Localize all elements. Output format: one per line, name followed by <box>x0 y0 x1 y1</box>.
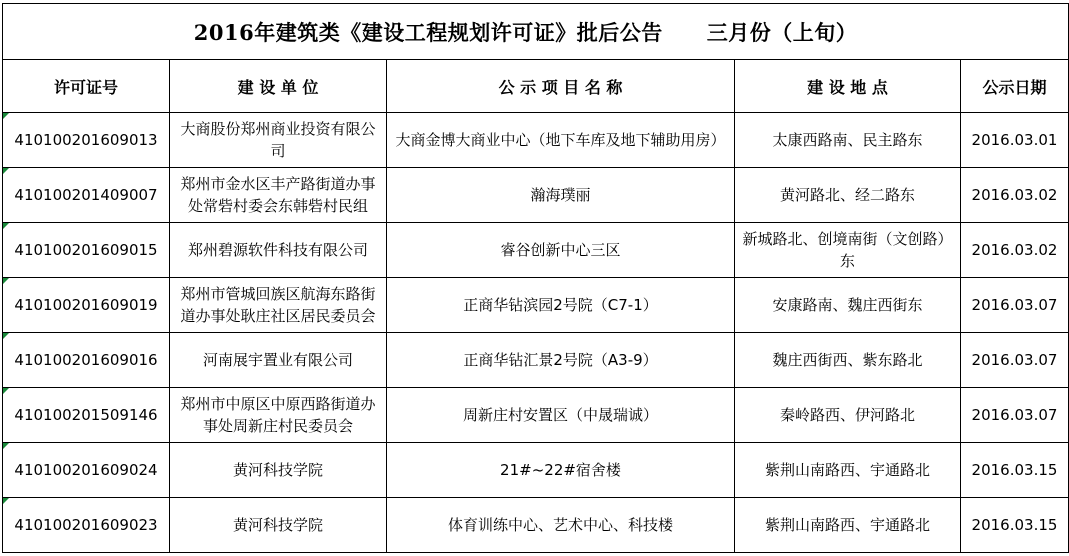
cell-date: 2016.03.01 <box>961 113 1069 168</box>
cell-unit: 黄河科技学院 <box>170 498 387 553</box>
title-row <box>3 4 1069 60</box>
header-construction-unit: 建 设 单 位 <box>170 60 387 113</box>
cell-unit: 郑州市管城回族区航海东路街道办事处耿庄社区居民委员会 <box>170 278 387 333</box>
cell-unit: 郑州市金水区丰产路街道办事处常砦村委会东韩砦村民组 <box>170 168 387 223</box>
cell-marker <box>3 333 9 339</box>
cell-project: 瀚海璞丽 <box>387 168 735 223</box>
cell-marker <box>3 223 9 229</box>
cell-project: 睿谷创新中心三区 <box>387 223 735 278</box>
table-row <box>3 113 1069 168</box>
cell-permit: 410100201409007 <box>3 168 170 223</box>
cell-marker <box>3 443 9 449</box>
cell-date: 2016.03.02 <box>961 168 1069 223</box>
table-row <box>3 333 1069 388</box>
cell-permit: 410100201609016 <box>3 333 170 388</box>
cell-location: 太康西路南、民主路东 <box>735 113 961 168</box>
header-permit-number: 许可证号 <box>3 60 170 113</box>
cell-permit: 410100201609023 <box>3 498 170 553</box>
table-row <box>3 278 1069 333</box>
cell-date: 2016.03.07 <box>961 388 1069 443</box>
cell-project: 正商华钻滨园2号院（C7-1） <box>387 278 735 333</box>
cell-date: 2016.03.02 <box>961 223 1069 278</box>
cell-location: 秦岭路西、伊河路北 <box>735 388 961 443</box>
cell-permit: 410100201609015 <box>3 223 170 278</box>
cell-marker <box>3 278 9 284</box>
cell-unit: 黄河科技学院 <box>170 443 387 498</box>
cell-marker <box>3 498 9 504</box>
header-row <box>3 60 1069 113</box>
cell-project: 21#~22#宿舍楼 <box>387 443 735 498</box>
table-row <box>3 168 1069 223</box>
cell-date: 2016.03.07 <box>961 278 1069 333</box>
title-period: 三月份（上旬） <box>706 19 858 45</box>
cell-project: 大商金博大商业中心（地下车库及地下辅助用房） <box>387 113 735 168</box>
table-row <box>3 388 1069 443</box>
cell-project: 正商华钻汇景2号院（A3-9） <box>387 333 735 388</box>
table-row <box>3 223 1069 278</box>
cell-permit: 410100201609013 <box>3 113 170 168</box>
cell-project: 体育训练中心、艺术中心、科技楼 <box>387 498 735 553</box>
cell-location: 黄河路北、经二路东 <box>735 168 961 223</box>
title-main: 2016年建筑类《建设工程规划许可证》批后公告 <box>193 19 663 45</box>
header-location: 建 设 地 点 <box>735 60 961 113</box>
cell-permit: 410100201609019 <box>3 278 170 333</box>
table-row <box>3 443 1069 498</box>
announcement-table <box>2 3 1069 553</box>
cell-permit: 410100201609024 <box>3 443 170 498</box>
cell-unit: 郑州碧源软件科技有限公司 <box>170 223 387 278</box>
cell-date: 2016.03.07 <box>961 333 1069 388</box>
cell-marker <box>3 113 9 119</box>
cell-location: 安康路南、魏庄西街东 <box>735 278 961 333</box>
table-row <box>3 498 1069 553</box>
cell-location: 紫荆山南路西、宇通路北 <box>735 498 961 553</box>
cell-marker <box>3 168 9 174</box>
cell-location: 新城路北、创境南街（文创路）东 <box>735 223 961 278</box>
cell-unit: 河南展宇置业有限公司 <box>170 333 387 388</box>
cell-date: 2016.03.15 <box>961 443 1069 498</box>
cell-date: 2016.03.15 <box>961 498 1069 553</box>
cell-marker <box>3 388 9 394</box>
cell-location: 魏庄西街西、紫东路北 <box>735 333 961 388</box>
cell-project: 周新庄村安置区（中晟瑞诚） <box>387 388 735 443</box>
header-project-name: 公 示 项 目 名 称 <box>387 60 735 113</box>
cell-unit: 大商股份郑州商业投资有限公司 <box>170 113 387 168</box>
cell-location: 紫荆山南路西、宇通路北 <box>735 443 961 498</box>
header-publish-date: 公示日期 <box>961 60 1069 113</box>
cell-unit: 郑州市中原区中原西路街道办事处周新庄村民委员会 <box>170 388 387 443</box>
cell-permit: 410100201509146 <box>3 388 170 443</box>
table-title <box>3 4 1069 60</box>
